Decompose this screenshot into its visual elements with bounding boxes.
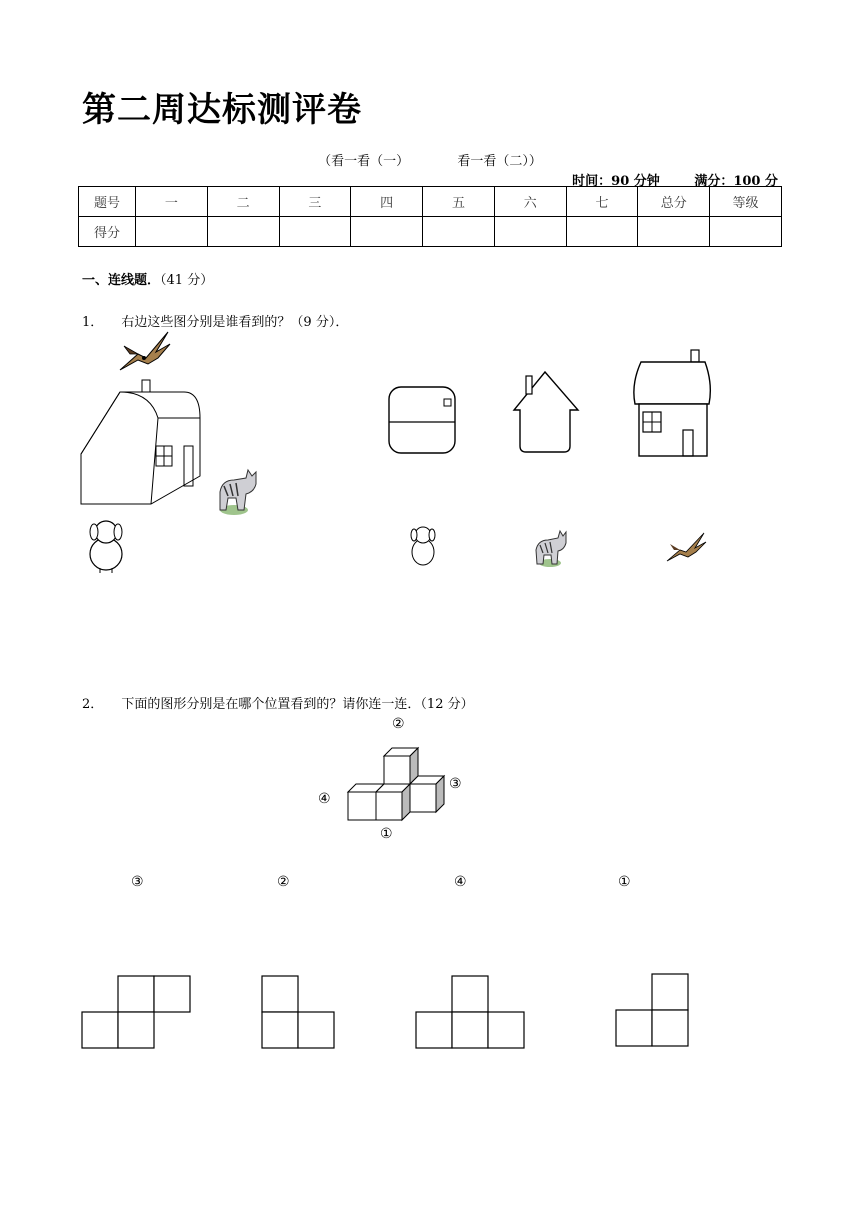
cat-icon: [530, 528, 568, 568]
dog-icon: [84, 518, 130, 574]
option-label: ④: [454, 874, 467, 890]
position-label-left: ④: [318, 791, 331, 807]
page-title: 第二周达标测评卷: [82, 90, 362, 130]
header-cell: 五: [423, 187, 495, 217]
question-text: 右边这些图分别是谁看到的？（9 分）．: [121, 315, 349, 330]
time-limit: 时间：90 分钟: [572, 174, 660, 189]
header-cell: 三: [279, 187, 351, 217]
header-cell: 六: [494, 187, 566, 217]
position-label-bottom: ①: [380, 826, 393, 842]
score-table: [78, 186, 782, 247]
view-option-b-image[interactable]: [261, 975, 335, 1049]
score-cell[interactable]: [279, 217, 351, 247]
bird-icon: [664, 530, 708, 564]
top-view-image: [388, 386, 458, 456]
view-option-a-image[interactable]: [81, 975, 191, 1049]
front-view-image: [631, 348, 715, 460]
score-cell[interactable]: [710, 217, 782, 247]
bird-icon: [116, 328, 174, 374]
score-cell[interactable]: [638, 217, 710, 247]
side-view-image: [512, 370, 580, 454]
option-label: ①: [618, 874, 631, 890]
section-heading: [82, 269, 213, 288]
row-label: 得分: [79, 217, 136, 247]
view-option-d-image[interactable]: [615, 973, 689, 1047]
header-cell: 七: [566, 187, 638, 217]
question-number: 2．: [82, 697, 104, 712]
full-score: 满分：100 分: [694, 174, 778, 189]
question-text: 下面的图形分别是在哪个位置看到的？请你连一连．（12 分）: [121, 697, 474, 712]
header-cell: 等级: [710, 187, 782, 217]
score-cell[interactable]: [566, 217, 638, 247]
subtitle-part-1: （看一看（一）: [318, 154, 410, 169]
score-cell[interactable]: [423, 217, 495, 247]
score-cell[interactable]: [207, 217, 279, 247]
section-points: （41 分）: [160, 273, 214, 288]
header-cell: 一: [136, 187, 208, 217]
header-cell: 四: [351, 187, 423, 217]
score-cell[interactable]: [494, 217, 566, 247]
view-option-c-image[interactable]: [415, 975, 525, 1049]
subtitle: [0, 150, 860, 169]
header-cell: 总分: [638, 187, 710, 217]
cube-stack-image: [346, 746, 450, 822]
cat-icon: [210, 466, 260, 516]
score-cell[interactable]: [136, 217, 208, 247]
section-label: 一、连线题．: [82, 273, 161, 288]
score-table-header-row: [79, 187, 782, 217]
dog-icon: [408, 524, 438, 568]
position-label-top: ②: [392, 716, 405, 732]
header-cell: 二: [207, 187, 279, 217]
question-number: 1．: [82, 315, 104, 330]
score-table-score-row: [79, 217, 782, 247]
option-label: ②: [277, 874, 290, 890]
header-cell: 题号: [79, 187, 136, 217]
house-3d-image: [80, 378, 205, 510]
question-2: [82, 693, 474, 712]
option-label: ③: [131, 874, 144, 890]
subtitle-part-2: 看一看（二））: [457, 154, 542, 169]
position-label-right: ③: [449, 776, 462, 792]
score-cell[interactable]: [351, 217, 423, 247]
